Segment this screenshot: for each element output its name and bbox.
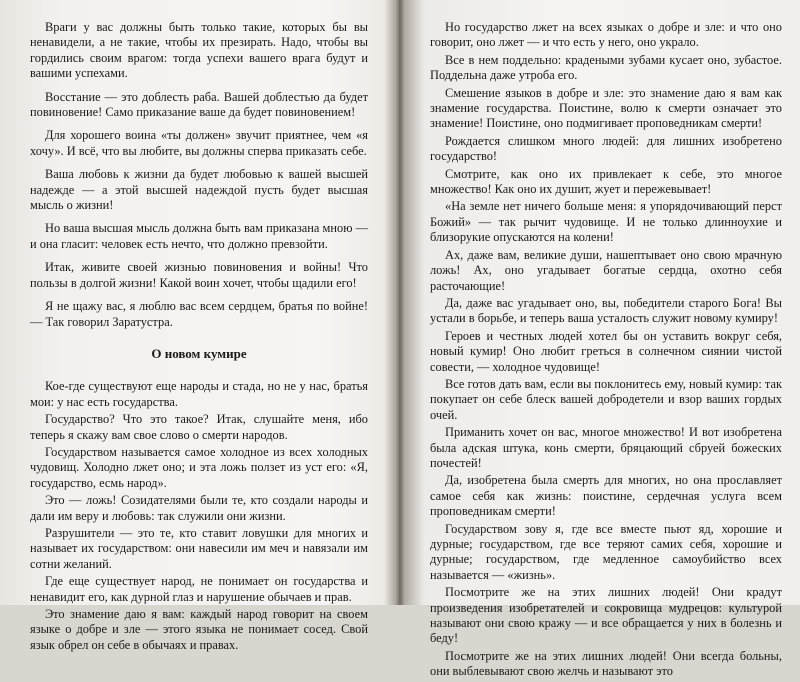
paragraph: Смотрите, как оно их привлекает к себе, это многое множество! Как оно их душит, жует и пережевывает! xyxy=(430,166,782,197)
paragraph: Да, изобретена была смерть для многих, но она прославляет самое себя как жизнь: поистине, сердечная услуга всем проповедникам смерти! xyxy=(430,473,782,519)
paragraph: Ваша любовь к жизни да будет любовью к вашей высшей надежде — а этой высшей надеждой пусть будет высшая мысль о жизни! xyxy=(30,167,368,213)
paragraph: «На земле нет ничего больше меня: я упорядочивающий перст Божий» — так рычит чудовище. И не только длинноухие и близорукие опускаются на колени! xyxy=(430,199,782,245)
paragraph: Кое-где существуют еще народы и стада, но не у нас, братья мои: у нас есть государства. xyxy=(30,379,368,409)
paragraph: Я не щажу вас, я люблю вас всем сердцем, братья по войне! — Так говорил Заратустра. xyxy=(30,299,368,329)
paragraph: Восстание — это доблесть раба. Вашей доблестью да будет повиновение! Само приказание ваше да будет повиновением! xyxy=(30,89,368,120)
paragraph: Героев и честных людей хотел бы он уставить вокруг себя, новый кумир! Оно любит греться в солнечном сиянии чистой совести, — холодное чудовище! xyxy=(430,328,782,374)
paragraph: Все готов дать вам, если вы поклонитесь ему, новый кумир: так покупает он себе блеск вашей добродетели и взор ваших гордых очей. xyxy=(430,376,782,422)
paragraph: Да, даже вас угадывает оно, вы, победители старого Бога! Вы устали в борьбе, и теперь ваша усталость служит новому кумиру! xyxy=(430,295,782,326)
paragraph: Государством зову я, где все вместе пьют яд, хорошие и дурные; государством, где все теряют самих себя, хорошие и дурные; государством, где медленное самоубийство всех называется — «жизнь». xyxy=(430,521,782,582)
paragraph: Посмотрите же на этих лишних людей! Они крадут произведения изобретателей и сокровища мудрецов: культурой называют они свою кражу — и все обращается у них в болезнь и беду! xyxy=(430,585,782,646)
left-page xyxy=(0,0,392,652)
paragraph: Для хорошего воина «ты должен» звучит приятнее, чем «я хочу». И всё, что вы любите, вы должны сперва приказать себе. xyxy=(30,128,368,158)
paragraph: Посмотрите же на этих лишних людей! Они всегда больны, они выблевывают свою желчь и называют это xyxy=(430,648,782,679)
paragraph: Государством называется самое холодное из всех холодных чудовищ. Холодно лжет оно; и эта ложь ползет из уст его: «Я, государство, есмь народ». xyxy=(30,444,368,490)
paragraph: Все в нем поддельно: крадеными зубами кусает оно, зубастое. Поддельна даже утроба его. xyxy=(430,52,782,83)
paragraph: Враги у вас должны быть только такие, которых бы вы ненавидели, а не такие, чтобы их презирать. Надо, чтобы вы гордились своим врагом: тогда успехи вашего врага будут и вашими успехами. xyxy=(30,20,368,81)
left-page-text xyxy=(30,20,368,655)
paragraph: Но государство лжет на всех языках о добре и зле: и что оно говорит, оно лжет — и что есть у него, оно украло. xyxy=(430,20,782,50)
paragraph: Рождается слишком много людей: для лишних изобретено государство! xyxy=(430,133,782,164)
paragraph: Но ваша высшая мысль должна быть вам приказана мною — и она гласит: человек есть нечто, что должно превзойти. xyxy=(30,221,368,251)
right-page xyxy=(404,0,800,679)
paragraph: Ах, даже вам, великие души, нашептывает оно свою мрачную ложь! Ах, оно угадывает богатые сердца, охотно себя расточающие! xyxy=(430,247,782,293)
paragraph: Итак, живите своей жизнью повиновения и войны! Что пользы в долгой жизни! Какой воин хочет, чтобы щадили его! xyxy=(30,260,368,290)
paragraph: Смешение языков в добре и зле: это знамение даю я вам как знамение государства. Поистине, волю к смерти означает это знамение! Поистине, оно подмигивает проповедникам смерти! xyxy=(430,85,782,131)
right-page-text xyxy=(430,20,782,682)
paragraph: Разрушители — это те, кто ставит ловушки для многих и называет их государством: они навесили им меч и навязали им сотни желаний. xyxy=(30,525,368,571)
paragraph: Приманить хочет он вас, многое множество! И вот изобретена была адская штука, конь смерти, бряцающий сбруей божеских почестей! xyxy=(430,425,782,470)
paragraph: Где еще существует народ, не понимает он государства и ненавидит его, как дурной глаз и нарушение обычаев и прав. xyxy=(30,574,368,604)
paragraph: Государство? Что это такое? Итак, слушайте меня, ибо теперь я скажу вам свое слово о смерти народов. xyxy=(30,412,368,442)
paragraph: Это — ложь! Созидателями были те, кто создали народы и дали им веру и любовь: так служили они жизни. xyxy=(30,493,368,523)
chapter-heading: О новом кумире xyxy=(151,345,247,361)
paragraph: Это знамение даю я вам: каждый народ говорит на своем языке о добре и зле — этого языка не понимает сосед. Свой язык обрел он себе в обычаях и правах. xyxy=(30,607,368,652)
